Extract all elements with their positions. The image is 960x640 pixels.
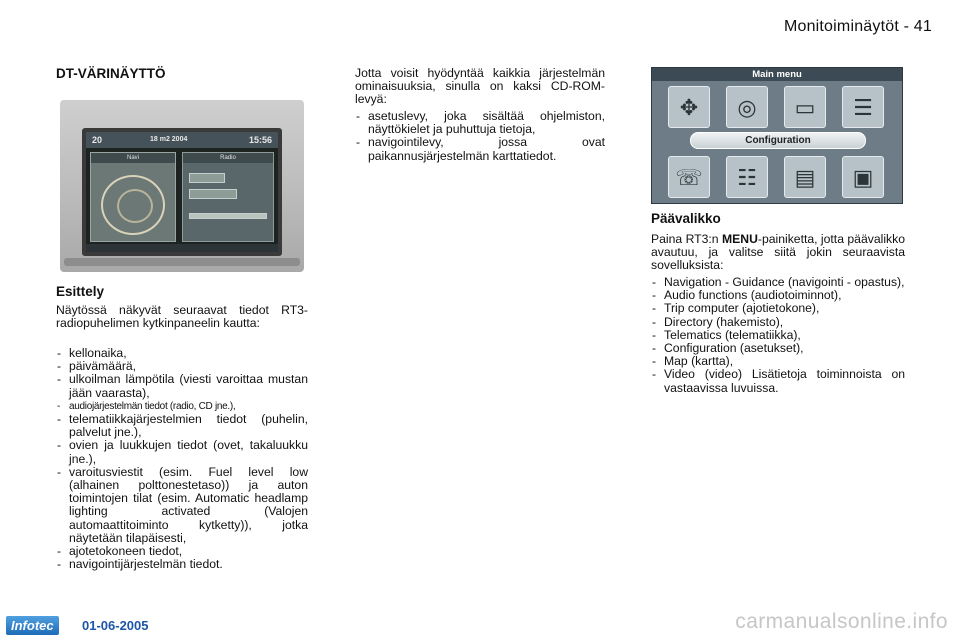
cdrom-paragraph: Jotta voisit hyödyntää kaikkia järjestelmän ominaisuuksia, sinulla on kaksi CD-ROM-levyä: bbox=[355, 66, 605, 107]
list-item: - navigointijärjestelmän tiedot. bbox=[56, 558, 308, 571]
list-item: - Trip computer (ajotietokone), bbox=[651, 302, 905, 315]
telematics-icon bbox=[668, 156, 710, 198]
directory-icon: ☰ bbox=[853, 95, 873, 120]
list-item: - navigointilevy, jossa ovat paikannusjärjestelmän karttatiedot. bbox=[355, 136, 605, 162]
map-road bbox=[117, 189, 153, 223]
list-item: - varoitusviestit (esim. Fuel level low (alhainen polttonestetaso)) ja auton toimintojen tilat (esim. Automatic headlamp lighting activated (Valojen automaattitoiminto kytketty)), jotka näytetään tilapäisesti, bbox=[56, 466, 308, 545]
screen-time: 15:56 bbox=[248, 135, 272, 145]
list-item: - Telematics (telematiikka), bbox=[651, 329, 905, 342]
list-item: - päivämäärä, bbox=[56, 360, 308, 373]
display-photo bbox=[60, 100, 304, 272]
section-title: DT-VÄRINÄYTTÖ bbox=[56, 66, 166, 81]
list-item: - Video (video) Lisätietoja toiminnoista on vastaavissa luvuissa. bbox=[651, 368, 905, 394]
map-pane-header: Navi bbox=[91, 153, 175, 163]
list-item: - audiojärjestelmän tiedot (radio, CD jne.), bbox=[56, 400, 308, 413]
directory-icon bbox=[842, 86, 884, 128]
cdrom-list bbox=[355, 110, 605, 163]
list-item: - ajotetokoneen tiedot, bbox=[56, 545, 308, 558]
radio-row bbox=[189, 173, 225, 183]
navigation-icon: ✥ bbox=[679, 95, 699, 120]
watermark: carmanualsonline.info bbox=[735, 610, 948, 633]
list-item: - Audio functions (audiotoiminnot), bbox=[651, 289, 905, 302]
info-list bbox=[56, 347, 308, 571]
video-icon: ▣ bbox=[852, 165, 874, 190]
navigation-icon bbox=[668, 86, 710, 128]
map-icon bbox=[784, 156, 826, 198]
page-title: Monitoiminäytöt - 41 bbox=[783, 18, 932, 35]
list-item: - kellonaika, bbox=[56, 347, 308, 360]
list-item: - Configuration (asetukset), bbox=[651, 342, 905, 355]
list-item: - asetuslevy, joka sisältää ohjelmiston, näyttökielet ja puhuttuja tietoja, bbox=[355, 110, 605, 136]
main-menu-screenshot bbox=[651, 67, 903, 204]
screen-temp: 20 bbox=[92, 135, 103, 145]
intro-text: Paina RT3:n bbox=[651, 232, 722, 246]
display-lower-bar bbox=[64, 258, 300, 266]
radio-level-bar bbox=[189, 213, 267, 219]
list-item: - Directory (hakemisto), bbox=[651, 316, 905, 329]
radio-pane-header: Radio bbox=[183, 153, 273, 163]
infotec-logo: Infotec bbox=[6, 616, 59, 635]
menu-key-label: MENU bbox=[722, 232, 758, 246]
application-list bbox=[651, 276, 905, 395]
main-menu-title: Main menu bbox=[652, 68, 902, 81]
subsection-title: Esittely bbox=[56, 284, 105, 299]
menu-intro-paragraph bbox=[651, 233, 905, 273]
screen-status-bar bbox=[86, 132, 278, 148]
radio-row bbox=[189, 189, 237, 199]
map-icon: ▤ bbox=[794, 165, 816, 190]
settings-sliders-icon: ☷ bbox=[737, 165, 757, 190]
list-item: - telematiikkajärjestelmien tiedot (puhelin, palvelut jne.), bbox=[56, 413, 308, 439]
list-item: - ulkoilman lämpötila (viesti varoittaa mustan jään vaarasta), bbox=[56, 373, 308, 399]
subsection-title: Päävalikko bbox=[651, 211, 721, 226]
audio-cd-icon bbox=[726, 86, 768, 128]
footer-date: 01-06-2005 bbox=[82, 618, 149, 633]
list-item: - Map (kartta), bbox=[651, 355, 905, 368]
screen-radio-pane bbox=[182, 152, 274, 242]
screen-date: 18 m2 2004 bbox=[150, 136, 188, 143]
list-item: - Navigation - Guidance (navigointi - opastus), bbox=[651, 276, 905, 289]
audio-cd-icon: ◎ bbox=[737, 95, 757, 120]
configuration-highlight: Configuration bbox=[690, 132, 866, 149]
settings-sliders-icon bbox=[726, 156, 768, 198]
list-item: - ovien ja luukkujen tiedot (ovet, takaluukku jne.), bbox=[56, 439, 308, 465]
telematics-icon: ☏ bbox=[675, 165, 703, 190]
screen-map-pane bbox=[90, 152, 176, 242]
intro-text: -painiketta, jotta päävalikko avautuu, ja valitse siitä jokin seuraavista sovelluksista: bbox=[651, 232, 905, 273]
display-bezel bbox=[82, 128, 282, 256]
display-screen bbox=[86, 132, 278, 252]
laptop-icon bbox=[784, 86, 826, 128]
video-icon bbox=[842, 156, 884, 198]
laptop-icon: ▭ bbox=[794, 95, 816, 120]
intro-paragraph: Näytössä näkyvät seuraavat tiedot RT3-radiopuhelimen kytkinpaneelin kautta: bbox=[56, 303, 308, 331]
screen-bottom-bar bbox=[86, 244, 278, 252]
